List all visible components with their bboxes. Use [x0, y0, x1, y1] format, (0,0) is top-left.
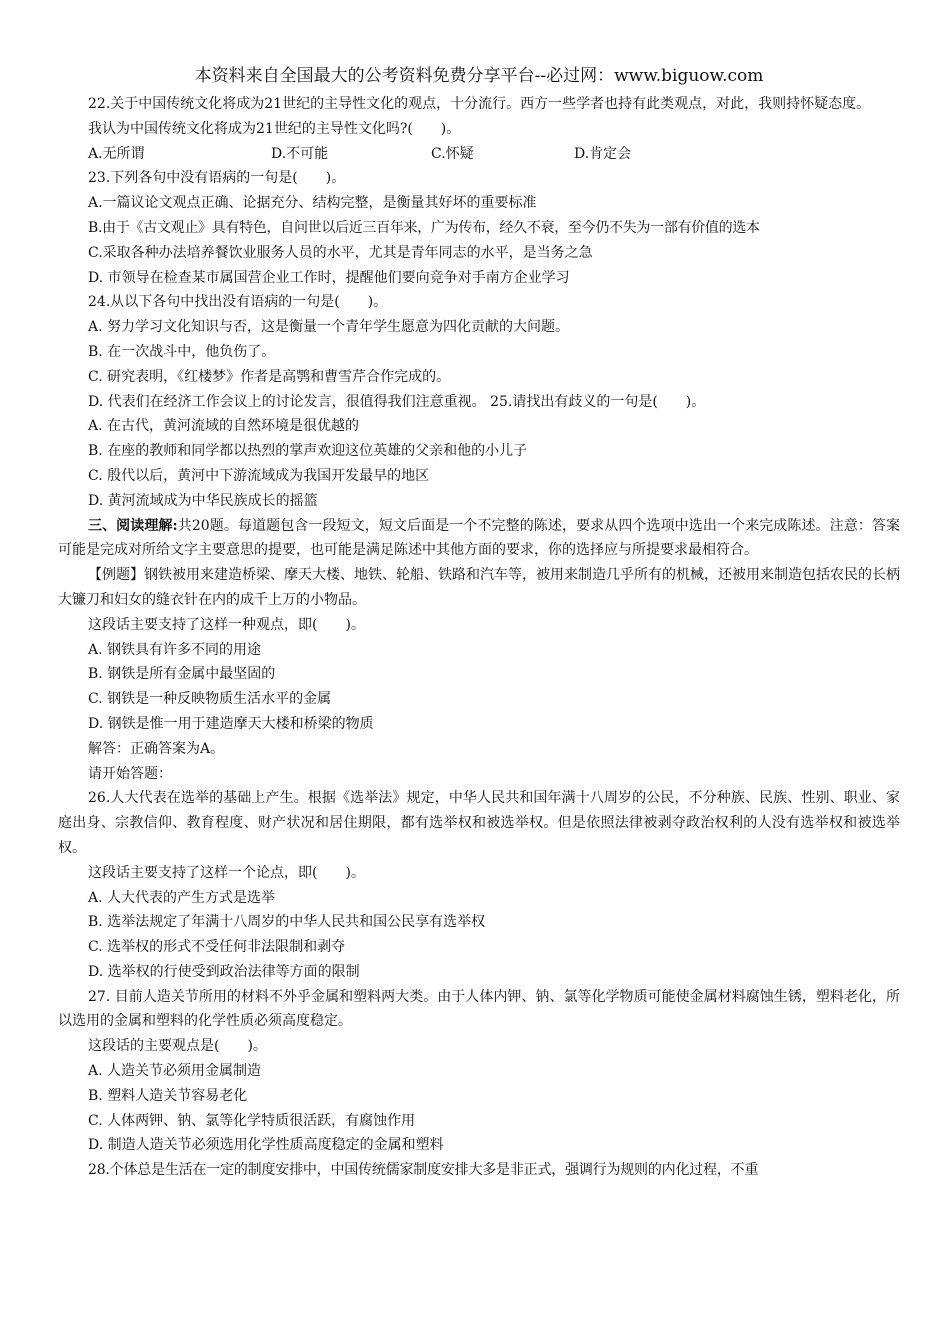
- example-option-c: C. 钢铁是一种反映物质生活水平的金属: [88, 691, 332, 708]
- section3-title: 三、阅读理解:: [88, 517, 178, 534]
- q27-option-d: D. 制造人造关节必须选用化学性质高度稳定的金属和塑料: [88, 1137, 444, 1154]
- q23-option-a: A.一篇议论文观点正确、论据充分、结构完整，是衡量其好坏的重要标准: [88, 195, 537, 212]
- q24-stem: 24.从以下各句中找出没有语病的一句是( )。: [88, 294, 388, 311]
- section3-intro: [58, 514, 900, 564]
- q22-options: [58, 142, 900, 167]
- q27-text: 27. 目前人造关节所用的材料不外乎金属和塑料两大类。由于人体内钾、钠、氯等化学物质可能使金属材料腐蚀生锈，塑料老化，所以选用的金属和塑料的化学性质必须高度稳定。: [58, 988, 900, 1030]
- q23-option-b: B.由于《古文观止》具有特色，自问世以后近三百年来，广为传布，经久不衰，至今仍不失为一部有价值的选本: [88, 219, 760, 236]
- q23-option-d: D. 市领导在检查某市属国营企业工作时，提醒他们要向竞争对手南方企业学习: [88, 269, 570, 286]
- q22-option-1: A.无所谓: [88, 145, 145, 162]
- q24-option-b: B. 在一次战斗中，他负伤了。: [88, 343, 276, 360]
- q25-option-d: D. 黄河流域成为中华民族成长的摇篮: [88, 492, 318, 509]
- example-option-b: B. 钢铁是所有金属中最坚固的: [88, 666, 276, 683]
- q26-option-a: A. 人大代表的产生方式是选举: [88, 889, 276, 906]
- q24-option-c: C. 研究表明，《红楼梦》作者是高鹗和曹雪芹合作完成的。: [88, 368, 451, 385]
- example-option-d: D. 钢铁是惟一用于建造摩天大楼和桥梁的物质: [88, 715, 374, 732]
- q27-option-c: C. 人体两钾、钠、氯等化学特质很活跃，有腐蚀作用: [88, 1112, 416, 1129]
- q28-text: 28.个体总是生活在一定的制度安排中，中国传统儒家制度安排大多是非正式，强调行为规则的内化过程，不重: [88, 1162, 759, 1179]
- q22-stem: 22.关于中国传统文化将成为21世纪的主导性文化的观点，十分流行。西方一些学者也持有此类观点，对此，我则持怀疑态度。: [88, 96, 871, 112]
- example-answer: 解答：正确答案为A。: [88, 740, 225, 757]
- q22-option-3: C.怀疑: [431, 145, 474, 162]
- q25-option-c: C. 殷代以后，黄河中下游流域成为我国开发最早的地区: [88, 467, 430, 484]
- q27-option-b: B. 塑料人造关节容易老化: [88, 1087, 248, 1104]
- q26-option-c: C. 选举权的形式不受任何非法限制和剥夺: [88, 939, 346, 956]
- q24-option-d-and-q25-stem: D. 代表们在经济工作会议上的讨论发言，很值得我们注意重视。 25.请找出有歧义的一句是( )。: [88, 393, 706, 410]
- start-prompt: 请开始答题：: [88, 765, 172, 782]
- example-option-a: A. 钢铁具有许多不同的用途: [88, 641, 262, 658]
- q26-text: 26.人大代表在选举的基础上产生。根据《选举法》规定，中华人民共和国年满十八周岁的公民，不分种族、民族、性别、职业、家庭出身、宗教信仰、教育程度、财产状况和居住期限，都有选举权和被选举权。但是依照法律被剥夺政治权利的人没有选举权和被选举权。: [58, 790, 900, 856]
- example-question: 这段话主要支持了这样一种观点，即( )。: [88, 616, 365, 633]
- q23-stem: 23.下列各句中没有语病的一句是( )。: [88, 170, 346, 187]
- q23-option-c: C.采取各种办法培养餐饮业服务人员的水平，尤其是青年同志的水平，是当务之急: [88, 244, 593, 261]
- q26-option-d: D. 选举权的行使受到政治法律等方面的限制: [88, 963, 360, 980]
- q25-option-a: A. 在古代，黄河流域的自然环境是很优越的: [88, 418, 360, 435]
- q26-question: 这段话主要支持了这样一个论点，即( )。: [88, 864, 365, 881]
- q24-option-a: A. 努力学习文化知识与否，这是衡量一个青年学生愿意为四化贡献的大问题。: [88, 319, 570, 336]
- q22-option-2: D.不可能: [271, 145, 329, 162]
- q25-option-b: B. 在座的教师和同学都以热烈的掌声欢迎这位英雄的父亲和他的小儿子: [88, 443, 528, 460]
- section3-desc: 共20题。每道题包含一段短文，短文后面是一个不完整的陈述，要求从四个选项中选出一个来完成陈述。注意：答案可能是完成对所给文字主要意思的提要，也可能是满足陈述中其他方面的要求，你的选择应与所提要求最相符合。: [58, 517, 901, 559]
- q22-question: 我认为中国传统文化将成为21世纪的主导性文化吗?( )。: [88, 120, 461, 137]
- q27-question: 这段话的主要观点是( )。: [88, 1038, 267, 1055]
- q22-option-4: D.肯定会: [574, 145, 632, 162]
- page-header: 本资料来自全国最大的公考资料免费分享平台--必过网：www.biguow.com: [194, 66, 764, 86]
- q27-option-a: A. 人造关节必须用金属制造: [88, 1063, 262, 1080]
- example-text: 【例题】钢铁被用来建造桥梁、摩天大楼、地铁、轮船、铁路和汽车等，被用来制造几乎所有的机械，还被用来制造包括农民的长柄大镰刀和妇女的缝衣针在内的成千上万的小物品。: [58, 567, 900, 608]
- q26-option-b: B. 选举法规定了年满十八周岁的中华人民共和国公民享有选举权: [88, 914, 486, 931]
